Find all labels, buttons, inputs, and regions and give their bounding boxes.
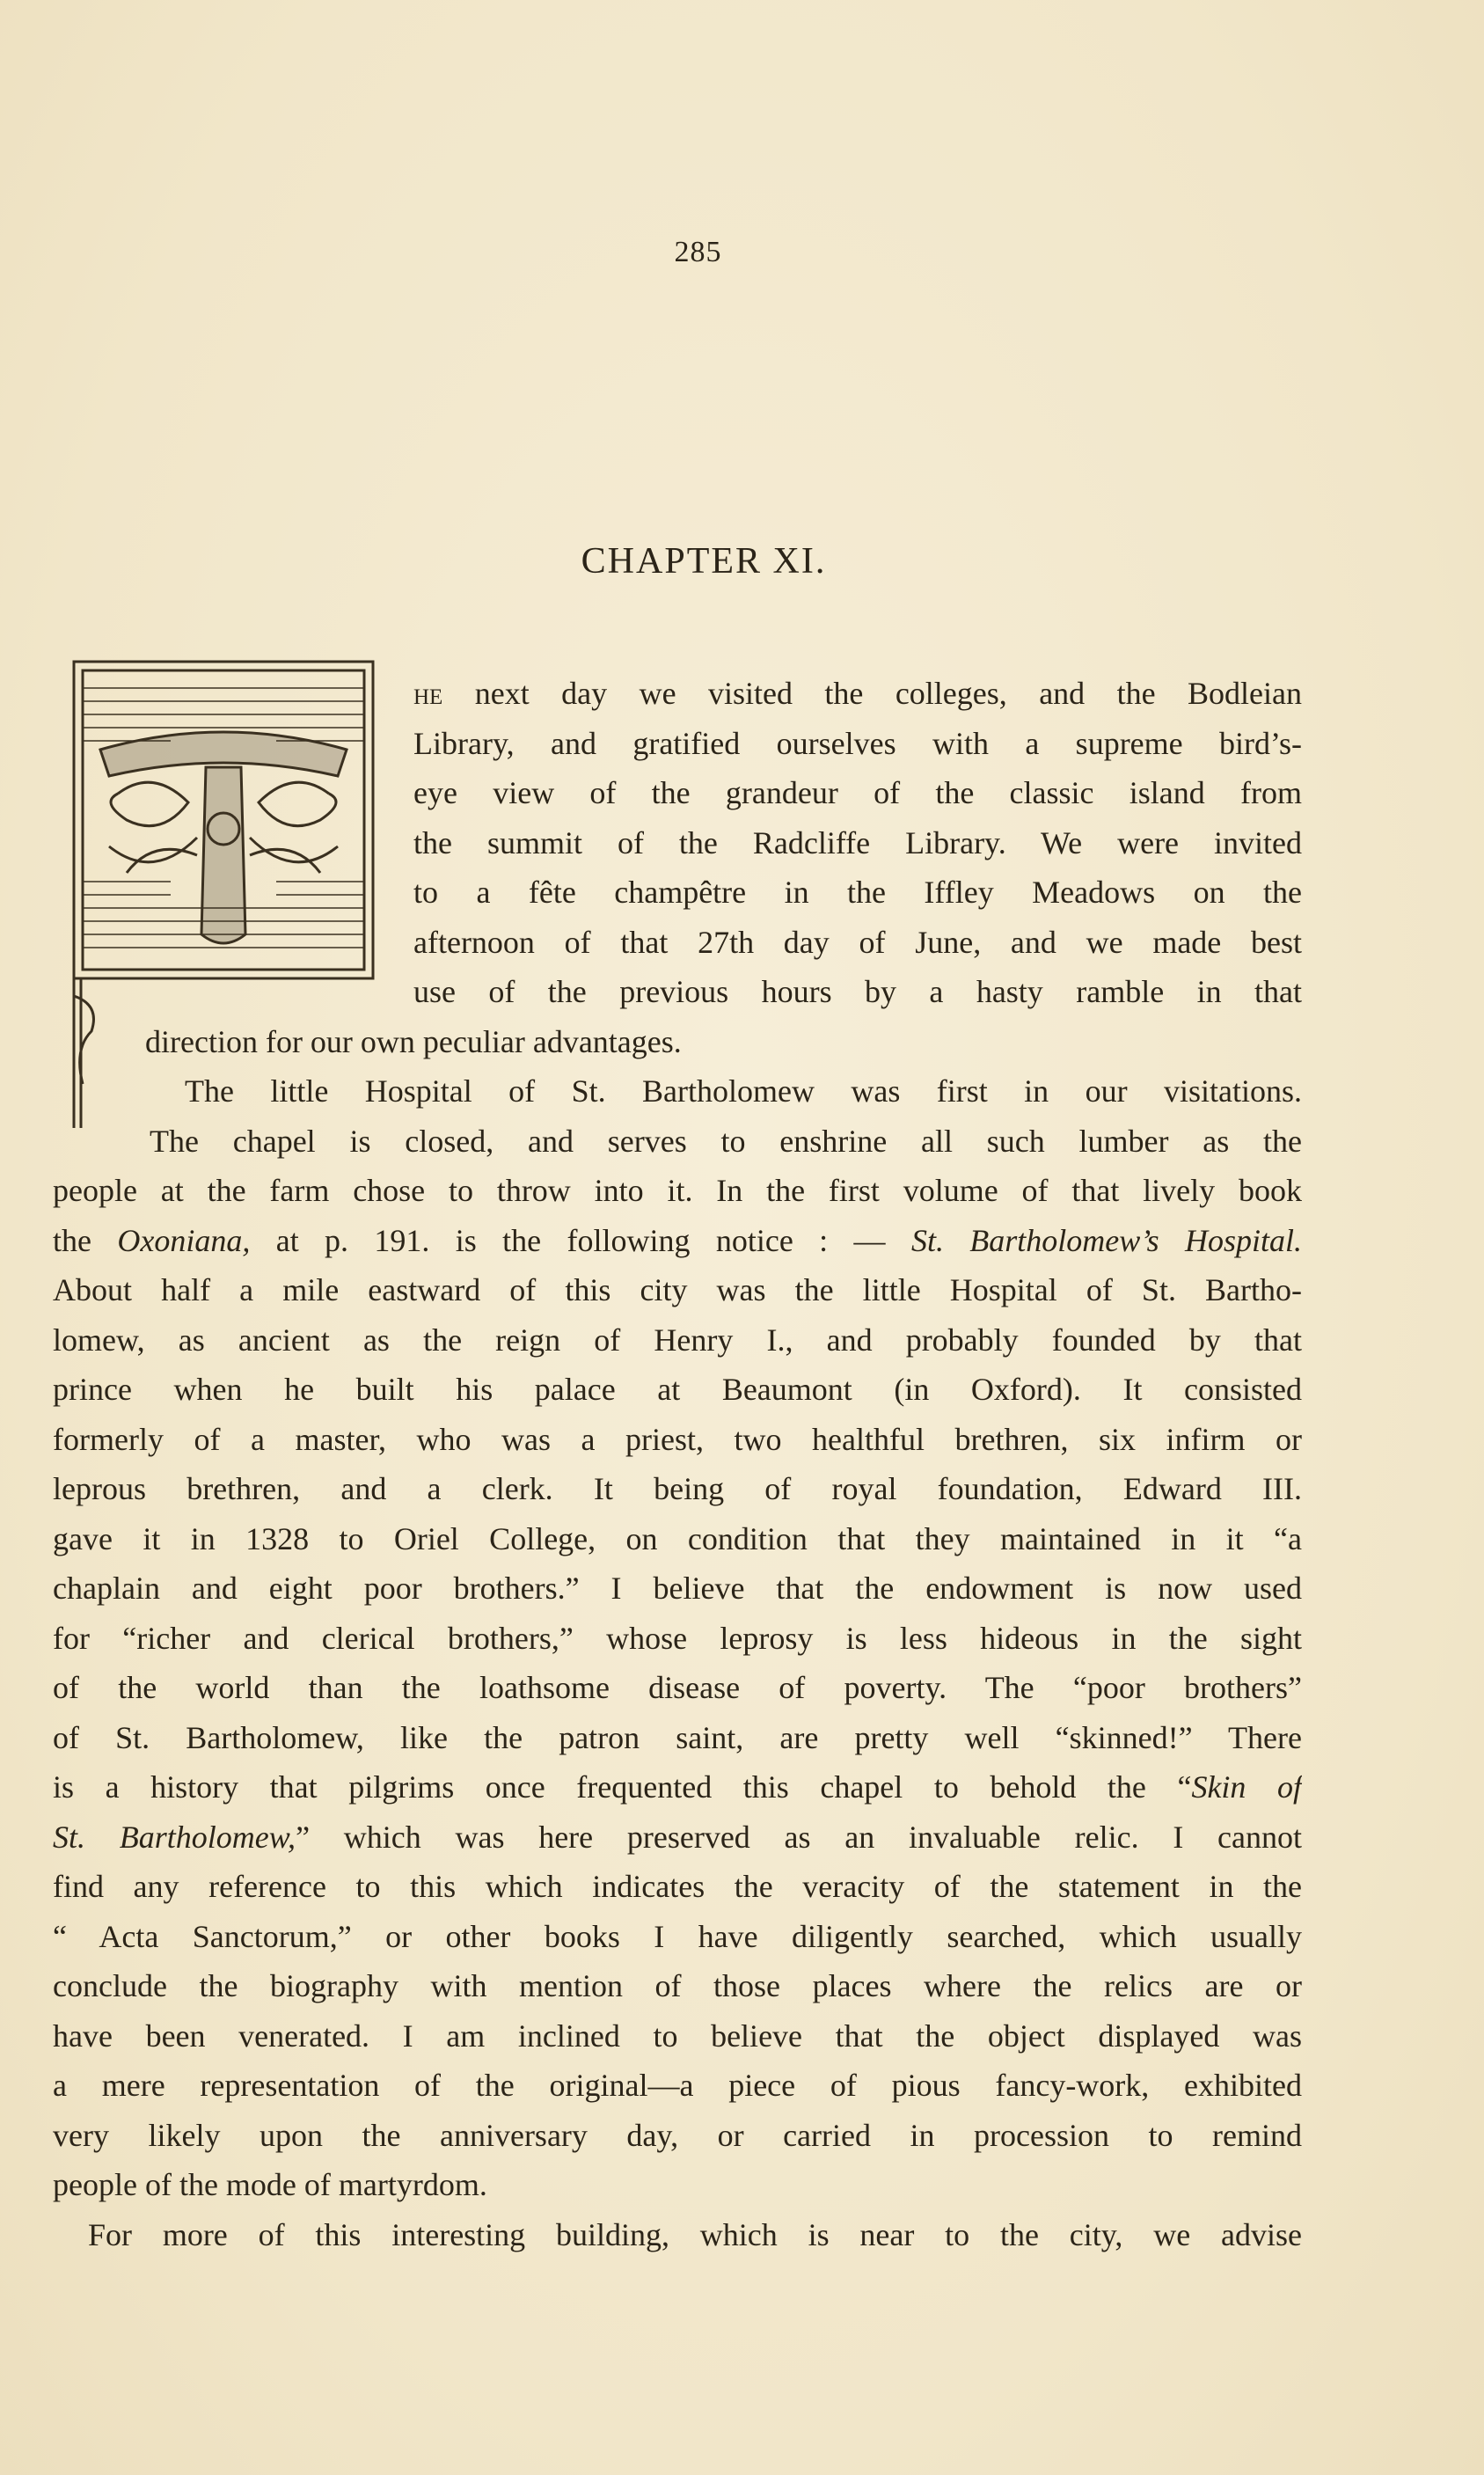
text-line: use of the previous hours by a hasty ramble in that [413,974,1302,1009]
text-line: lomew, as ancient as the reign of Henry I., and probably founded by that [53,1322,1302,1358]
text-line: people of the mode of martyrdom. [53,2167,487,2202]
page-number: 285 [674,236,722,268]
text-line: very likely upon the anniversary day, or carried in procession to remind [53,2117,1302,2153]
small-caps-word: he [413,676,443,711]
text-line: he next day we visited the colleges, and the Bodleian [413,676,1302,711]
text-line: The little Hospital of St. Bartholomew was first in our visitations. [185,1073,1302,1109]
body-text [53,669,1302,2259]
text-line: conclude the biography with mention of those places where the relics are or [53,1968,1302,2003]
text-line: For more of this interesting building, which is near to the city, we advise [88,2216,1302,2252]
text-line: afternoon of that 27th day of June, and we made best [413,924,1302,960]
text-line: the Oxoniana, at p. 191. is the following notice : — St. Bartholomew’s Hospital. [53,1222,1302,1258]
text-line: prince when he built his palace at Beaumont (in Oxford). It consisted [53,1372,1302,1407]
text-line: About half a mile eastward of this city was the little Hospital of St. Bartho- [53,1272,1302,1307]
text-line: for “richer and clerical brothers,” whose leprosy is less hideous in the sight [53,1620,1302,1656]
text-line: have been venerated. I am inclined to believe that the object displayed was [53,2017,1302,2054]
text-line: Library, and gratified ourselves with a supreme bird’s- [413,725,1302,761]
text-line: St. Bartholomew,” which was here preserved as an invaluable relic. I cannot [53,1819,1302,1855]
text-line: is a history that pilgrims once frequented this chapel to behold the “Skin of [53,1769,1302,1805]
text-line: of St. Bartholomew, like the patron saint, are pretty well “skinned!” There [53,1719,1302,1755]
text-line: the summit of the Radcliffe Library. We were invited [413,824,1302,860]
text-line: find any reference to this which indicates the veracity of the statement in the [53,1869,1302,1904]
text-line: gave it in 1328 to Oriel College, on condition that they maintained in it “a [53,1520,1302,1556]
text-line: chaplain and eight poor brothers.” I believe that the endowment is now used [53,1571,1302,1606]
text-line: to a fête champêtre in the Iffley Meadows on the [413,875,1302,910]
text-line: leprous brethren, and a clerk. It being of royal foundation, Edward III. [53,1471,1302,1506]
text-line: “ Acta Sanctorum,” or other books I have diligently searched, which usually [53,1918,1302,1954]
text-line: direction for our own peculiar advantages. [145,1023,682,1059]
text-line: of the world than the loathsome disease of poverty. The “poor brothers” [53,1670,1302,1705]
text-line: The chapel is closed, and serves to enshrine all such lumber as the [150,1123,1302,1159]
text-line: formerly of a master, who was a priest, two healthful brethren, six infirm or [53,1421,1302,1457]
chapter-title: CHAPTER XI. [581,541,827,582]
text-line: people at the farm chose to throw into it. In the first volume of that lively book [53,1173,1302,1208]
text-line: eye view of the grandeur of the classic island from [413,775,1302,810]
text-line: a mere representation of the original—a piece of pious fancy-work, exhibited [53,2068,1302,2103]
